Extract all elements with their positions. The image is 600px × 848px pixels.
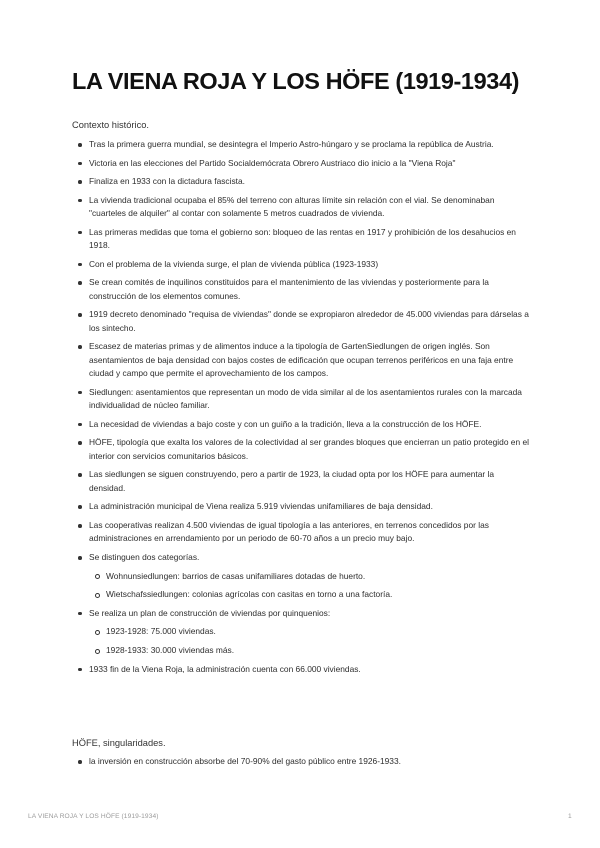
list-item: Las cooperativas realizan 4.500 viviendas de igual tipología a las anteriores, en terrenos concedidos por las administraciones en arrendamiento por un periodo de 60-70 años a un precio muy bajo. bbox=[72, 519, 532, 546]
list-item: la inversión en construcción absorbe del 70-90% del gasto público entre 1926-1933. bbox=[72, 755, 532, 768]
list-item-text: Se realiza un plan de construcción de viviendas por quinquenios: bbox=[89, 607, 331, 618]
section-heading-contexto: Contexto histórico. bbox=[72, 120, 149, 130]
hofe-list bbox=[72, 755, 532, 774]
list-item: 1919 decreto denominado "requisa de viviendas" donde se expropiaron alrededor de 45.000 viviendas para dárselas a los sintecho. bbox=[72, 308, 532, 335]
sublist-item: 1923-1928: 75.000 viviendas. bbox=[89, 625, 532, 638]
sublist-item: Wietschafssiedlungen: colonias agrícolas con casitas en torno a una factoría. bbox=[89, 588, 532, 601]
list-item: Siedlungen: asentamientos que representan un modo de vida similar al de los asentamientos rurales con la marcada individualidad de núcleo familiar. bbox=[72, 386, 532, 413]
sublist-item: Wohnunsiedlungen: barrios de casas unifamiliares dotadas de huerto. bbox=[89, 570, 532, 583]
list-item: Las siedlungen se siguen construyendo, pero a partir de 1923, la ciudad opta por los HÖFE para aumentar la densidad. bbox=[72, 468, 532, 495]
list-item: La administración municipal de Viena realiza 5.919 viviendas unifamiliares de baja densidad. bbox=[72, 500, 532, 513]
plan-sublist bbox=[89, 625, 532, 657]
list-item: Tras la primera guerra mundial, se desintegra el Imperio Astro-húngaro y se proclama la república de Austria. bbox=[72, 138, 532, 151]
list-item: Finaliza en 1933 con la dictadura fascista. bbox=[72, 175, 532, 188]
list-item: Con el problema de la vivienda surge, el plan de vivienda pública (1923-1933) bbox=[72, 258, 532, 271]
list-item-text: Se distinguen dos categorías. bbox=[89, 551, 200, 562]
list-item: Victoria en las elecciones del Partido Socialdemócrata Obrero Austriaco dio inicio a la "Viena Roja" bbox=[72, 157, 532, 170]
sublist-item: 1928-1933: 30.000 viviendas más. bbox=[89, 644, 532, 657]
page-title: LA VIENA ROJA Y LOS HÖFE (1919-1934) bbox=[72, 68, 520, 94]
categories-sublist bbox=[89, 570, 532, 602]
list-item: 1933 fin de la Viena Roja, la administración cuenta con 66.000 viviendas. bbox=[72, 663, 532, 676]
footer-title: LA VIENA ROJA Y LOS HÖFE (1919-1934) bbox=[28, 813, 159, 820]
list-item-plan bbox=[72, 607, 532, 658]
list-item-categories bbox=[72, 551, 532, 602]
list-item: Las primeras medidas que toma el gobierno son: bloqueo de las rentas en 1917 y prohibición de los desahucios en 1918. bbox=[72, 226, 532, 253]
list-item: Escasez de materias primas y de alimentos induce a la tipología de GartenSiedlungen de origen inglés. Son asentamientos de baja densidad con bajos costes de edificación que ocupan terrenos periféricos en una faja entre ciudad y campo que permite el aprovechamiento de los campos. bbox=[72, 340, 532, 380]
list-item: HÖFE, tipología que exalta los valores de la colectividad al ser grandes bloques que encierran un patio protegido en el interior con servicios comunitarios básicos. bbox=[72, 436, 532, 463]
context-list bbox=[72, 138, 532, 681]
section-heading-hofe: HÖFE, singularidades. bbox=[72, 738, 166, 748]
list-item: La necesidad de viviendas a bajo coste y con un guiño a la tradición, lleva a la construcción de los HÖFE. bbox=[72, 418, 532, 431]
list-item: Se crean comités de inquilinos constituidos para el mantenimiento de las viviendas y posteriormente para la construcción de los elementos comunes. bbox=[72, 276, 532, 303]
page-number: 1 bbox=[568, 813, 572, 820]
list-item: La vivienda tradicional ocupaba el 85% del terreno con alturas límite sin relación con el vial. Se denominaban "cuarteles de alquiler" al contar con solamente 5 metros cuadrados de vivienda. bbox=[72, 194, 532, 221]
